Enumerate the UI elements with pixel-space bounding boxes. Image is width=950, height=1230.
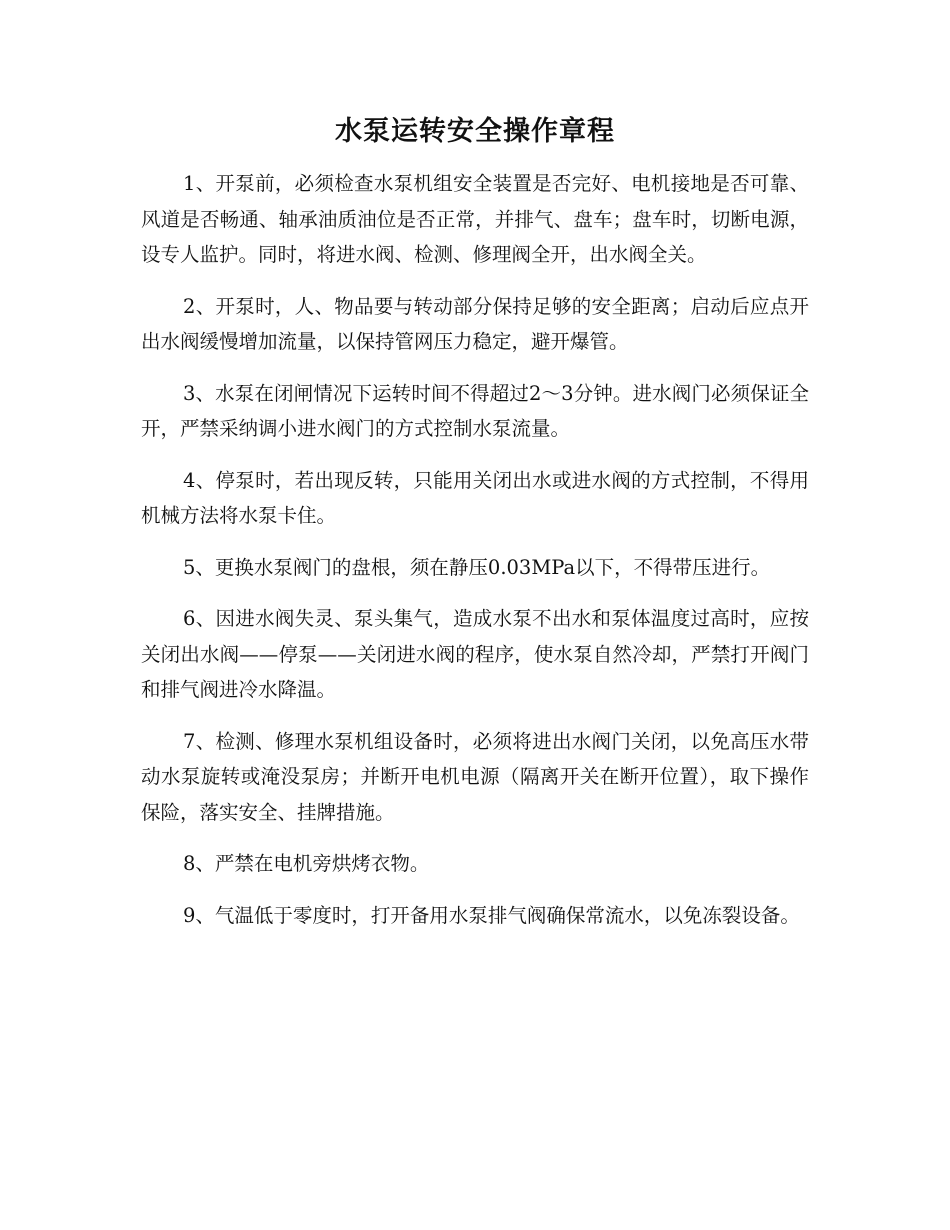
paragraph-6: 6、因进水阀失灵、泵头集气，造成水泵不出水和泵体温度过高时，应按关闭出水阀——停泵——关闭进水阀的程序，使水泵自然冷却，严禁打开阀门和排气阀进冷水降温。 — [141, 607, 809, 701]
paragraph-2: 2、开泵时，人、物品要与转动部分保持足够的安全距离；启动后应点开出水阀缓慢增加流量，以保持管网压力稳定，避开爆管。 — [141, 294, 809, 353]
paragraph-9: 9、气温低于零度时，打开备用水泵排气阀确保常流水，以免冻裂设备。 — [183, 903, 800, 927]
paragraph-7: 7、检测、修理水泵机组设备时，必须将进出水阀门关闭，以免高压水带动水泵旋转或淹没泵房；并断开电机电源（隔离开关在断开位置），取下操作保险，落实安全、挂牌措施。 — [141, 729, 809, 824]
document-body — [141, 166, 809, 949]
paragraph-1: 1、开泵前，必须检查水泵机组安全装置是否完好、电机接地是否可靠、风道是否畅通、轴承油质油位是否正常，并排气、盘车；盘车时，切断电源，设专人监护。同时，将进水阀、检测、修理阀全开，出水阀全关。 — [141, 172, 809, 266]
paragraph-4: 4、停泵时，若出现反转，只能用关闭出水或进水阀的方式控制，不得用机械方法将水泵卡住。 — [141, 468, 809, 527]
document-title: 水泵运转安全操作章程 — [335, 116, 615, 147]
paragraph-3: 3、水泵在闭闸情况下运转时间不得超过2～3分钟。进水阀门必须保证全开，严禁采纳调小进水阀门的方式控制水泵流量。 — [141, 381, 809, 440]
paragraph-5: 5、更换水泵阀门的盘根，须在静压0.03MPa以下，不得带压进行。 — [183, 555, 771, 579]
paragraph-8: 8、严禁在电机旁烘烤衣物。 — [183, 852, 430, 875]
